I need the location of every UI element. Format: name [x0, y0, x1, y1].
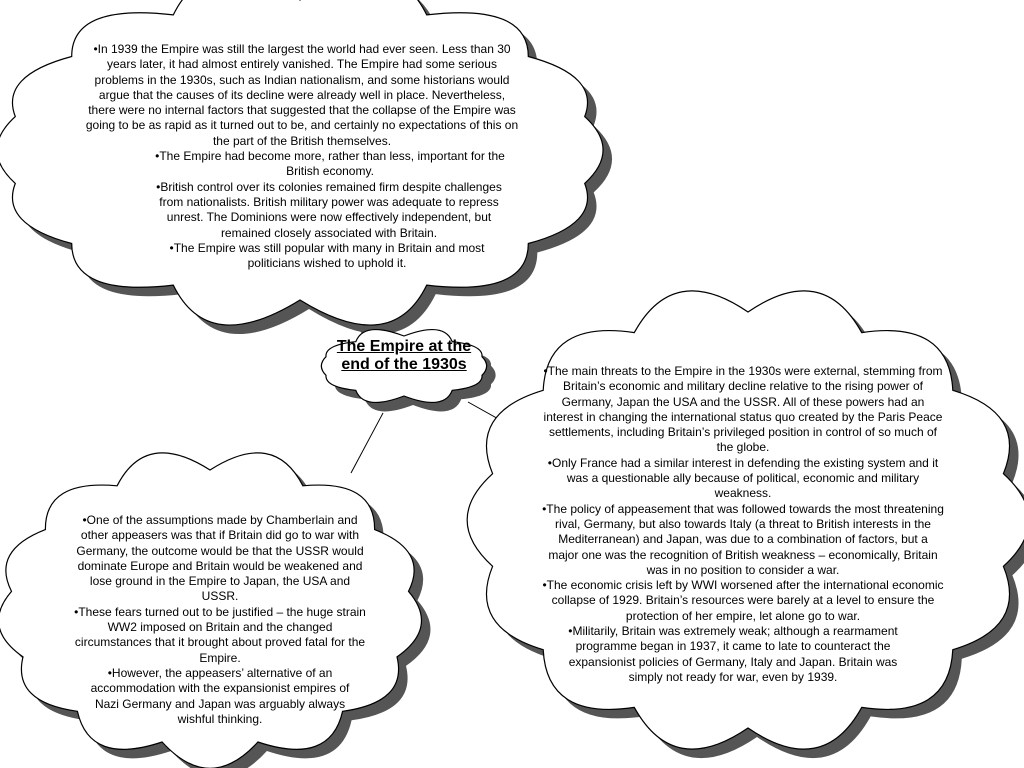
central-title: The Empire at the end of the 1930s — [336, 338, 472, 373]
right-paragraph-1: •The main threats to the Empire in the 1930s were external, stemming from Britain’s economic and military decline relative to the rising power of Germany, Japan the USA and the USSR. All of these powers had an interest in changing the international status quo created by the Paris Peace settlements, including Britain’s privileged position in control of so much of the globe. — [543, 364, 943, 455]
top-paragraph-3: •British control over its colonies remained firm despite challenges from nationalists. British military power was adequate to repress unrest. The Dominions were now effectively independent, but remained closely associated with Britain. — [156, 179, 502, 240]
right-paragraph-4: •The economic crisis left by WWI worsened after the international economic collapse of 1929. Britain’s resources were barely at a level to ensure the protection of her empire, let alone go to war. — [542, 578, 944, 623]
connector-left — [351, 413, 383, 473]
left-cloud-text — [70, 513, 370, 727]
right-cloud-text — [542, 364, 944, 685]
top-paragraph-1: •In 1939 the Empire was still the largest the world had ever seen. Less than 30 years later, it had almost entirely vanished. The Empire had some serious problems in the 1930s, such as Indian nationalism, and some historians would argue that the causes of its decline were already well in place. Nevertheless, there were no internal factors that suggested that the collapse of the Empire was going to be as rapid as it turned out to be, and certainly no expectations of this on the part of the British themselves. — [85, 42, 519, 148]
top-paragraph-4: •The Empire was still popular with many in Britain and most politicians wished to uphold it. — [169, 240, 485, 271]
left-paragraph-3: •However, the appeasers’ alternative of an accommodation with the expansionist empires of Nazi Germany and Japan was arguably always wishful thinking. — [90, 665, 350, 726]
top-paragraph-2: •The Empire had become more, rather than less, important for the British economy. — [155, 149, 505, 179]
right-paragraph-2: •Only France had a similar interest in defending the existing system and it was a questionable ally because of political, economic and military weakness. — [547, 455, 939, 501]
left-paragraph-2: •These fears turned out to be justified – the huge strain WW2 imposed on Britain and the changed circumstances that it brought about proved fatal for the Empire. — [74, 604, 366, 665]
top-cloud-text — [84, 42, 520, 271]
right-paragraph-5: •Militarily, Britain was extremely weak; although a rearmament programme began in 1937, it came to late to counteract the expansionist policies of Germany, Italy and Japan. Britain was simply not ready for war, even by 1939. — [568, 624, 898, 684]
left-paragraph-1: •One of the assumptions made by Chamberlain and other appeasers was that if Britain did go to war with Germany, the outcome would be that the USSR would dominate Europe and Britain would be weakened and lose ground in the Empire to Japan, the USA and USSR. — [76, 513, 364, 604]
right-paragraph-3: •The policy of appeasement that was followed towards the most threatening rival, Germany, but also towards Italy (a threat to British interests in the Mediterranean) and Japan, was due to a combination of factors, but a major one was the recognition of British weakness – economically, Britain was in no position to consider a war. — [542, 501, 944, 577]
